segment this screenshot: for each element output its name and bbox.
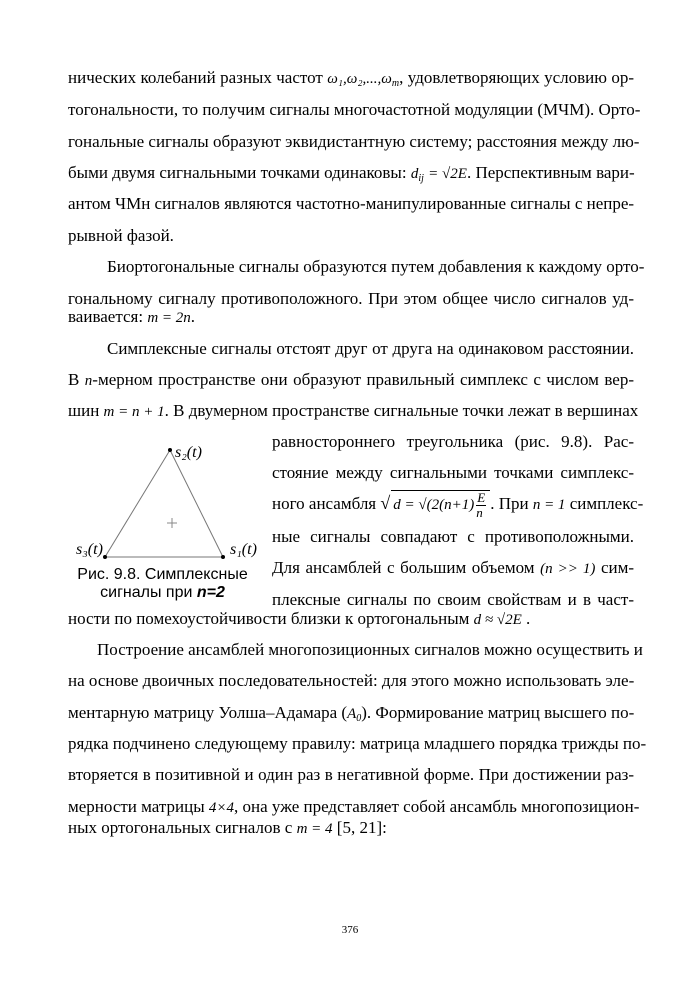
paragraph-start: Биортогональные сигналы образуются путем добавления к каждому орто-: [107, 257, 645, 276]
figure-caption: Рис. 9.8. Симплексные сигналы при n=2: [77, 566, 248, 601]
paragraph-start: Симплексные сигналы отстоят друг от друга на одинаковом расстоянии.: [107, 339, 634, 358]
text-line: гональному сигналу противоположного. При этом общее число сигналов уд-: [68, 289, 634, 308]
text-line: вторяется в позитивной и один раз в негативной форме. При достижении раз-: [68, 765, 634, 784]
page-number: 376: [341, 924, 359, 936]
triangle-edge: [170, 450, 223, 557]
signal-point-s2: [168, 448, 172, 452]
text-line: быми двумя сигнальными точками одинаковы: $d_{ij} = √2E$. Перспективным вари-: [68, 163, 635, 184]
triangle-edge: [105, 450, 170, 557]
text-line: нических колебаний разных частот $\omega_1,\omega_2,...,\omega_m$, удовлетворяющих условию ор-: [68, 68, 634, 89]
text-line: Для ансамблей с большим объемом (n >> 1) сим-: [272, 558, 635, 577]
simplex-triangle-figure: [70, 430, 270, 565]
paragraph-start: Построение ансамблей многопозиционных сигналов можно осуществить и: [97, 640, 643, 659]
text-line: мерности матрицы 4×4, она уже представляет собой ансамбль многопозицион-: [68, 797, 640, 816]
text-line: плексные сигналы по своим свойствам и в част-: [272, 590, 634, 609]
text-line: ного ансамбля √ d = √(2(n+1) $\frac{E}{n}$ . При n = 1 симплекс-: [272, 490, 644, 520]
text-line: ваивается: m = 2n.: [68, 307, 196, 326]
text-line: равностороннего треугольника (рис. 9.8). Рас-: [272, 432, 634, 451]
text-line: ментарную матрицу Уолша–Адамара $(A_0)$. Формирование матриц высшего по-: [68, 703, 635, 724]
label-s1: s₁(t): [230, 541, 257, 558]
text-line: гональные сигналы образуют эквидистантную систему; расстояния между лю-: [68, 132, 640, 151]
text-line: В n-мерном пространстве они образуют правильный симплекс с числом вер-: [68, 370, 635, 389]
text-line: стояние между сигнальными точками симплекс-: [272, 463, 634, 482]
text-line: ных ортогональных сигналов с m = 4 [5, 21]:: [68, 818, 387, 837]
text-line: антом ЧМн сигналов являются частотно-манипулированные сигналы с непре-: [68, 194, 635, 213]
label-s3: s₃(t): [76, 541, 103, 558]
label-s2: s₂(t): [175, 444, 202, 461]
text-line: шин m = n + 1. В двумерном пространстве сигнальные точки лежат в вершинах: [68, 401, 639, 420]
text-line: ные сигналы совпадают с противоположными.: [272, 527, 634, 546]
signal-point-s1: [221, 555, 225, 559]
text-line: тогональности, то получим сигналы многочастотной модуляции (МЧМ). Орто-: [68, 100, 641, 119]
text-line: рывной фазой.: [68, 226, 174, 245]
text-line: на основе двоичных последовательностей: для этого можно использовать эле-: [68, 671, 635, 690]
signal-point-s3: [103, 555, 107, 559]
text-line: ности по помехоустойчивости близки к ортогональным d ≈ √2E .: [68, 609, 531, 628]
text-line: рядка подчинено следующему правилу: матрица младшего порядка трижды по-: [68, 734, 647, 753]
